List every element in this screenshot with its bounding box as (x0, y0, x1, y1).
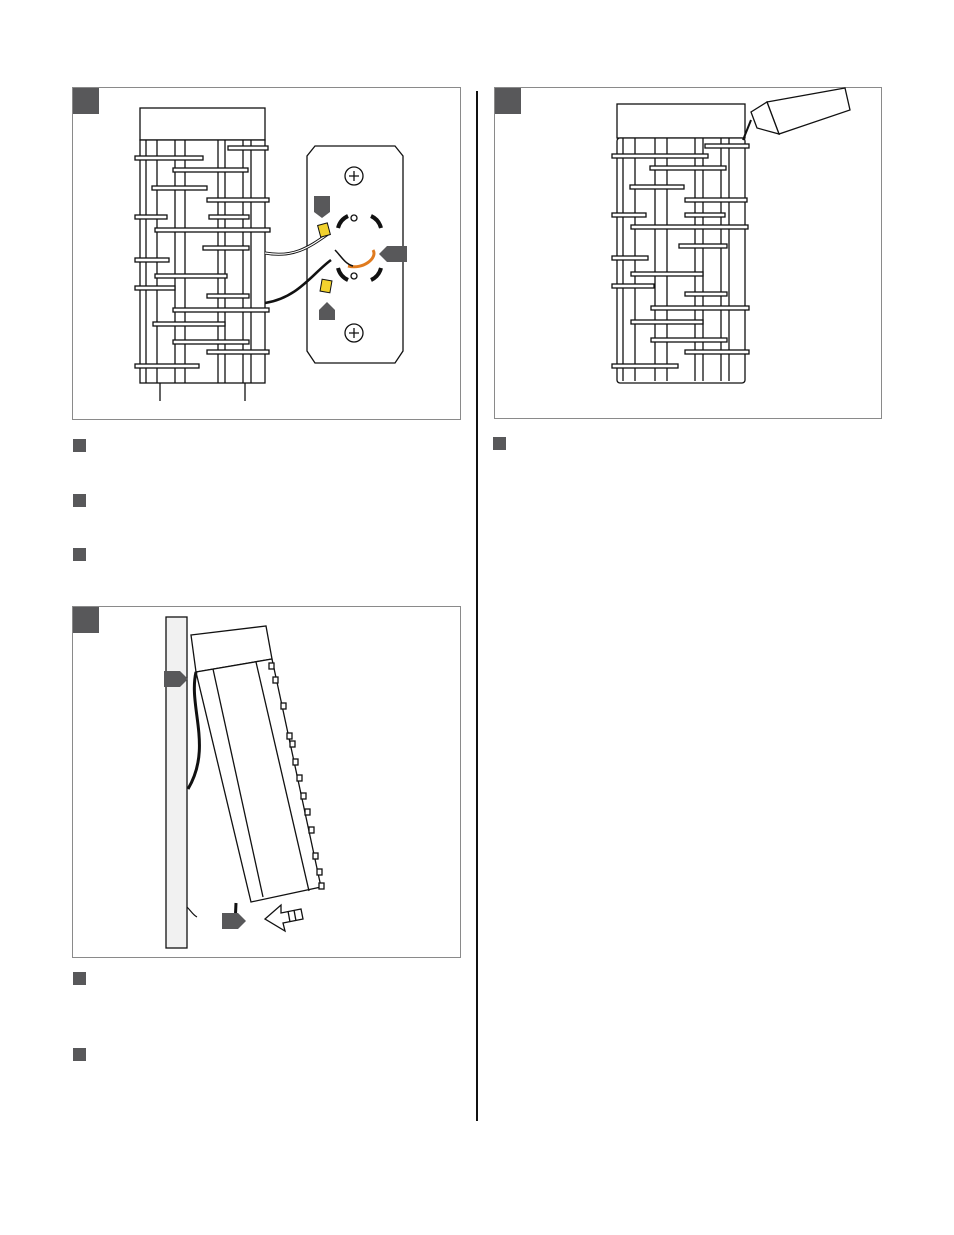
step-bullet (73, 1048, 86, 1061)
caulk-illustration (495, 88, 883, 420)
wall (166, 617, 187, 948)
screw-icon (345, 167, 363, 185)
step-bullet (73, 972, 86, 985)
column-divider (476, 91, 478, 1121)
fixture-side (188, 626, 324, 925)
step-bullet (73, 548, 86, 561)
fixture-cage (135, 108, 270, 401)
mount-illustration (73, 607, 462, 959)
arrow-icon (265, 905, 303, 931)
caulk-gun-icon (743, 88, 850, 140)
step-bullet (493, 437, 506, 450)
fixture-cage (612, 104, 749, 383)
step-panel-wiring (72, 87, 461, 420)
step-panel-mount (72, 606, 461, 958)
step-bullet (73, 439, 86, 452)
step-panel-caulk (494, 87, 882, 419)
step-bullet (73, 494, 86, 507)
wiring-illustration (73, 88, 462, 421)
callout-tag (222, 913, 246, 929)
screw-icon (345, 324, 363, 342)
